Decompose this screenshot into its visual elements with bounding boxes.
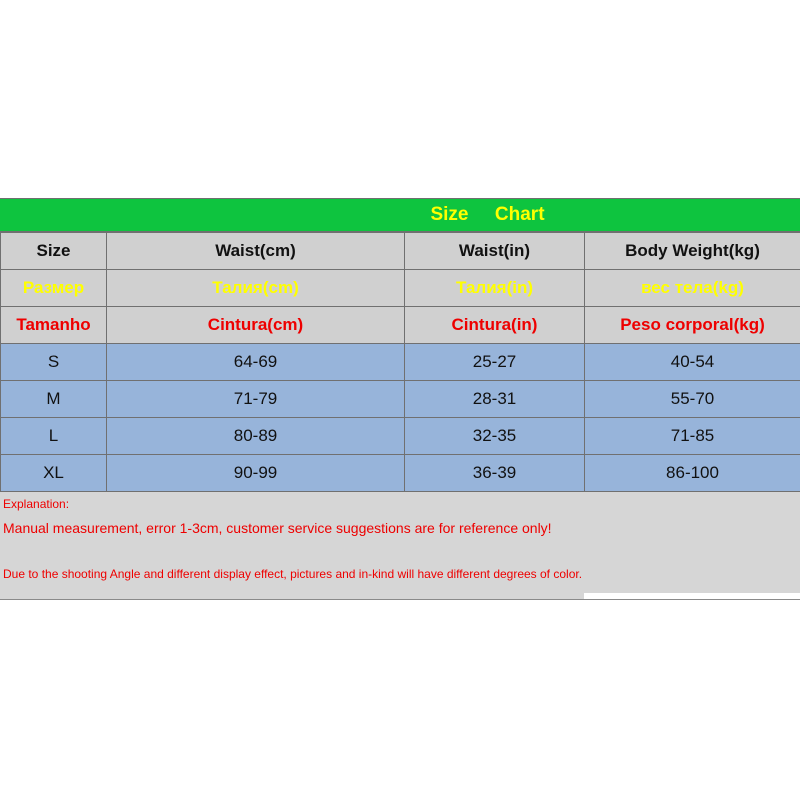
header-waist-cm-ru: Талия(cm) [107,270,405,307]
header-size-pt: Tamanho [1,307,107,344]
header-waist-in-pt: Cintura(in) [405,307,585,344]
explanation-label: Explanation: [3,497,70,511]
header-body-weight-ru: вес тела(kg) [585,270,800,307]
header-row-russian [1,270,800,307]
header-body-weight-pt: Peso corporal(kg) [585,307,800,344]
color-note: Due to the shooting Angle and different display effect, pictures and in-kind will have different degrees of color. [3,567,583,581]
waist-cm-cell: 90-99 [107,455,405,492]
measurement-note: Manual measurement, error 1-3cm, customer service suggestions are for reference only! [3,520,552,536]
table-row [1,381,800,418]
waist-in-cell: 36-39 [405,455,585,492]
body-weight-cell: 71-85 [585,418,800,455]
header-waist-cm: Waist(cm) [107,233,405,270]
body-weight-cell: 40-54 [585,344,800,381]
waist-cm-cell: 71-79 [107,381,405,418]
header-row-english [1,233,800,270]
size-cell: XL [1,455,107,492]
size-cell: L [1,418,107,455]
explanation-notes [0,492,800,600]
body-weight-cell: 86-100 [585,455,800,492]
size-table [0,232,800,492]
size-cell: M [1,381,107,418]
header-waist-in-ru: Талия(in) [405,270,585,307]
chart-title [0,199,800,231]
body-weight-cell: 55-70 [585,381,800,418]
title-word-size: Size [430,204,469,225]
header-size-ru: Размер [1,270,107,307]
title-word-chart: Chart [494,204,545,225]
header-row-portuguese [1,307,800,344]
waist-in-cell: 25-27 [405,344,585,381]
table-row [1,455,800,492]
table-row [1,344,800,381]
size-chart [0,198,800,600]
header-waist-cm-pt: Cintura(cm) [107,307,405,344]
header-size: Size [1,233,107,270]
header-body-weight: Body Weight(kg) [585,233,800,270]
title-bar [0,198,800,232]
waist-in-cell: 28-31 [405,381,585,418]
corner-gap [584,593,800,599]
header-waist-in: Waist(in) [405,233,585,270]
size-cell: S [1,344,107,381]
waist-cm-cell: 80-89 [107,418,405,455]
table-row [1,418,800,455]
waist-in-cell: 32-35 [405,418,585,455]
waist-cm-cell: 64-69 [107,344,405,381]
